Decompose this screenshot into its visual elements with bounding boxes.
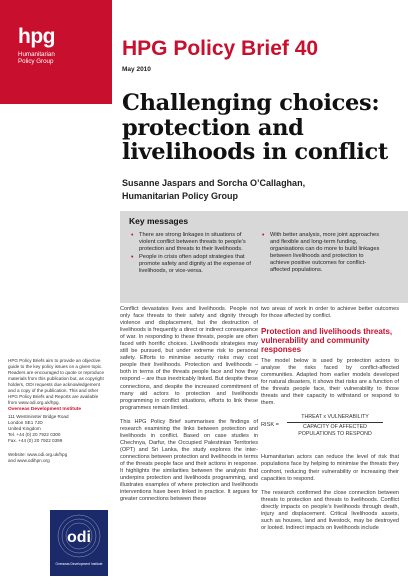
risk-equation-lhs: RISK = (261, 422, 279, 429)
body-paragraph: The research confirmed the close connection between threats to protection and threats to livelihoods. Conflict directly impacts on people’s livelihoods through death, injury and displacement. Critical livelihoods assets, such as houses, land and livestock, may be destroyed or looted. Indirect impacts on livelihoods include (261, 489, 399, 531)
odi-address: 111 Westminster Bridge Road London SE1 7JD United Kingdom Tel. +44 (0) 20 7922 0300 Fax. +44 (0) 20 7922 0399 (8, 414, 69, 444)
odi-heading: Overseas Development Institute (8, 407, 82, 412)
risk-equation-fraction (287, 414, 383, 437)
key-message-text: With better analysis, more joint approaches and flexible and long-term funding, organisations can do more to build linkages between livelihoods and protection to achieve positive outcomes for conflict-affected populations. (270, 232, 380, 274)
hpg-logo-mark: hpg (18, 25, 55, 48)
bullet-icon: • (131, 232, 134, 239)
key-message-text: There are strong linkages in situations of violent conflict between threats to people’s protection and threats to their livelihoods. (139, 232, 246, 253)
key-messages-right (262, 232, 382, 276)
key-message-item (131, 232, 251, 253)
body-paragraph: Conflict devastates lives and livelihoods. People not only face threats to their safety and dignity through violence and displacement, but the destruction of livelihoods is frequently a direct or indirect consequence of war. In responding to these threats, people are often faced with horrific choices. Livelihoods strategies may still be pursued, but under extreme risk to personal safety. Efforts to minimise security risks may cost people their livelihoods. Protection and livelihoods – both in terms of the threats people face and how they respond – are thus inextricably linked. But despite these connections, and despite the increased commitment of many aid actors to protection and livelihoods programming in conflict situations, efforts to link these programmes remain limited. (120, 306, 258, 411)
hpg-logo (18, 26, 108, 65)
authors: Susanne Jaspars and Sorcha O’Callaghan, Humanitarian Policy Group (122, 178, 306, 201)
bullet-icon: • (131, 254, 134, 262)
sidebar-note: HPG Policy Briefs aim to provide an objective guide to the key policy issues on a given topic. Readers are encouraged to quote or reproduce materials from this publication but, as copyright holders, ODI requests due acknowledgement and a copy of the publication. This and other HPG Policy Briefs and Reports are available from www.odi.org.uk/hpg. (8, 358, 105, 406)
body-paragraph: two areas of work in order to achieve better outcomes for those affected by conflict. (261, 306, 399, 320)
key-message-text: People in crisis often adopt strategies that promote safety and dignity at the expense of livelihoods, or vice-versa. (139, 254, 251, 275)
odi-logo-caption: Overseas Development Institute (55, 562, 103, 566)
bullet-icon: • (262, 232, 265, 239)
body-paragraph: Humanitarian actors can reduce the level of risk that populations face by helping to minimise the threats they confront, reducing their vulnerability or increasing their capacities to respond. (261, 454, 399, 482)
body-column-right (261, 306, 399, 539)
key-message-item (131, 254, 251, 275)
odi-logo-text: odi (67, 529, 91, 546)
risk-equation-numerator: THREAT x VULNERABILITY (287, 414, 383, 423)
key-messages-left (131, 232, 251, 277)
hpg-logo-name: Humanitarian Policy Group (18, 51, 55, 66)
document-title: Challenging choices: protection and livelihoods in conflict (122, 90, 388, 165)
body-paragraph: This HPG Policy Brief summarises the findings of research examining the links between protection and livelihoods in conflict. Based on case studies in Chechnya, Darfur, the Occupied Palestinian Territories (OPT) and Sri Lanka, the study explores the inter-connections between protection and livelihoods in terms of the threats people face and their actions in response. It highlights the similarities between the analysis that underpins protection and livelihoods programming, and illustrates examples of where protection and livelihoods interventions have been linked in practice. It argues for greater connections between these (120, 418, 258, 503)
body-paragraph: The model below is used by protection actors to analyse the risks faced by conflict-affected communities. Adapted from earlier models developed for natural disasters, it shows that risks are a function of the threats people face, their vulnerability to those threats and their capacity to withstand or respond to them. (261, 358, 399, 407)
section-heading: Protection and livelihoods threats, vulnerability and community responses (261, 327, 393, 355)
key-messages-heading: Key messages (129, 216, 189, 226)
odi-website: Website: www.odi.org.uk/hpg and www.odihpn.org (8, 452, 68, 464)
publication-date: May 2010 (122, 66, 151, 73)
policy-brief-title: HPG Policy Brief 40 (122, 37, 319, 60)
risk-equation (261, 414, 399, 448)
risk-equation-denominator: CAPACITY OF AFFECTED POPULATIONS TO RESPOND (298, 424, 372, 437)
body-column-left (120, 306, 258, 510)
key-message-item (262, 232, 382, 275)
odi-logo (50, 510, 108, 576)
